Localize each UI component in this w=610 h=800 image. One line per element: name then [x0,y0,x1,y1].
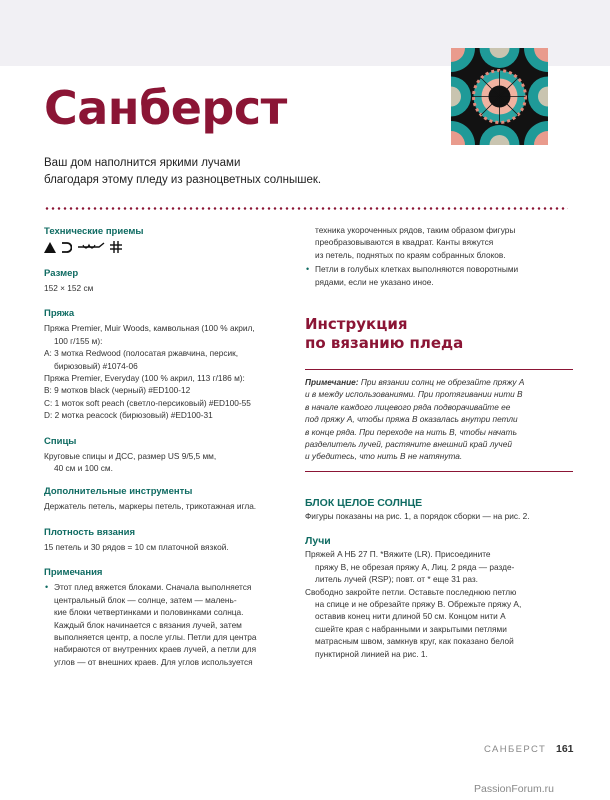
note-line: под пряжу A, чтобы пряжа B оказалась внутри петли [305,414,518,425]
instructions-heading-line: по вязанию пледа [305,334,464,353]
notes-bullet [44,581,292,668]
size-text: 152 × 152 см [44,283,94,293]
notes-line: из петель, поднятых по краям собранных блоков. [315,249,506,260]
note-line: в начале каждого лицевого ряда подворачивайте ее [305,401,511,412]
rays-line: на спице и не обрезайте пряжу B. Обрежьте пряжу A, [315,598,522,609]
intro-line: Ваш дом наполнится яркими лучами [44,157,241,169]
size-heading: Размер [44,268,79,279]
gauge-text: 15 петель и 30 рядов = 10 см платочной вязкой. [44,541,229,552]
notes-line: • Этот плед вяжется блоками. Сначала выполняется [54,582,252,593]
rays-line: сшейте края с набранными и закрытыми петлями [315,623,507,634]
short-row-icon [61,242,72,253]
rays-line: Пряжей A НБ 27 П. *Вяжите (LR). Присоедините [305,549,491,560]
block-text: Фигуры показаны на рис. 1, а порядок сборки — на рис. 2. [305,510,530,521]
notes-line: центральный блок — солнце, затем — малень- [54,594,237,605]
notes-line: набираются от внутренних краев лучей, а петли для [54,644,257,655]
rays-line: пряжу B, не обрезая пряжу A, Лиц. 2 ряда — разде- [315,561,515,572]
notes-line: • Петли в голубых клетках выполняются поворотными [315,264,519,275]
notes-line: рядами, если не указано иное. [315,276,434,287]
technique-symbols [44,240,292,254]
block-heading: БЛОК ЦЕЛОЕ СОЛНЦЕ [305,496,423,509]
rays-section [305,534,573,660]
yarn-line: D: 2 мотка peacock (бирюзовый) #ED100-31 [44,410,213,421]
yarn-line: 100 г/155 м): [54,335,103,346]
left-column [44,226,292,678]
block-section [305,496,573,522]
needles-heading: Спицы [44,435,77,447]
yarn-section [44,308,292,421]
footer-label: САНБЕРСТ [484,744,547,755]
tools-section [44,486,292,512]
yarn-line: Пряжа Premier, Muir Woods, камвольная (100 % акрил, [44,323,255,334]
triangle-icon [44,242,56,253]
note-line: в конце ряда. При переходе на нить B, чтобы начать [305,426,517,437]
note-line: и в между использованиями. При протягивании нити B [305,389,523,400]
dotted-divider [44,207,568,210]
notes-line: техника укороченных рядов, таким образом фигуры [315,225,516,235]
instructions-heading-line: Инструкция [305,315,408,334]
page-title: Санберст [44,81,287,135]
notes-section [44,567,292,668]
rays-line: пунктирной линией на рис. 1. [315,648,428,659]
notes-line: кие блоки четвертинками и половинками солнца. [54,607,244,618]
rays-line: матрасным швом, замкнув круг, как показано белой [315,636,514,647]
intro-line: благодаря этому пледу из разноцветных солнышек. [44,174,322,186]
yarn-heading: Пряжа [44,308,75,320]
yarn-line: бирюзовый) #1074-06 [54,360,138,371]
intro-text [44,155,404,189]
needles-line: Круговые спицы и ДСС, размер US 9/5,5 мм, [44,450,217,461]
yarn-line: C: 1 моток soft peach (светло-персиковый) #ED100-55 [44,397,251,408]
rays-line: Свободно закройте петли. Оставьте последнюю петлю [305,586,517,597]
notes-line: Каждый блок начинается с вязания лучей, затем [54,619,242,630]
note-first-line: При вязании солнц не обрезайте пряжу A [358,377,525,388]
notes-line: выполняется центр, а после углы. Петли для центра [54,631,257,642]
watermark: PassionForum.ru [474,783,554,795]
notes-line: углов — от внешних краев. Для углов используется [54,656,253,667]
right-column [305,224,573,660]
note-line: разделитель лучей, растяните внешний край лучей [305,439,512,450]
instructions-heading [305,315,573,353]
notes-line: преобразовываются в квадрат. Канты вяжутся [315,237,494,248]
rays-line: оставив конец нити длиной 50 см. Концом нити A [315,611,506,622]
needles-line: 40 см и 100 см. [54,463,113,474]
tools-heading: Дополнительные инструменты [44,486,193,498]
grid-hash-icon [110,241,122,253]
techniques-heading: Технические приемы [44,226,144,237]
rays-heading: Лучи [305,535,331,548]
tools-text: Держатель петель, маркеры петель, трикотажная игла. [44,501,257,512]
gauge-section [44,527,292,553]
needles-section [44,436,292,475]
rays-line: литель лучей (RSP); повт. от * еще 31 раз. [315,574,478,585]
notes-bullet [305,263,573,288]
note-line: и убедитесь, что нить B не натянута. [305,451,463,462]
note-lead: Примечание: [305,377,359,388]
blanket-thumbnail [451,48,548,145]
sunburst-pattern-image [451,48,548,145]
notes-continued [305,224,573,261]
cast-on-icon [77,241,105,253]
yarn-line: A: 3 мотка Redwood (полосатая ржавчина, персик, [44,348,239,359]
notes-heading: Примечания [44,567,103,579]
yarn-line: Пряжа Premier, Everyday (100 % акрил, 113 г/186 м): [44,373,245,384]
size-section [44,268,292,294]
yarn-line: B: 9 мотков black (черный) #ED100-12 [44,385,191,396]
note-box [305,369,573,472]
techniques-section [44,226,292,254]
gauge-heading: Плотность вязания [44,526,136,538]
page-number: 161 [556,743,574,755]
